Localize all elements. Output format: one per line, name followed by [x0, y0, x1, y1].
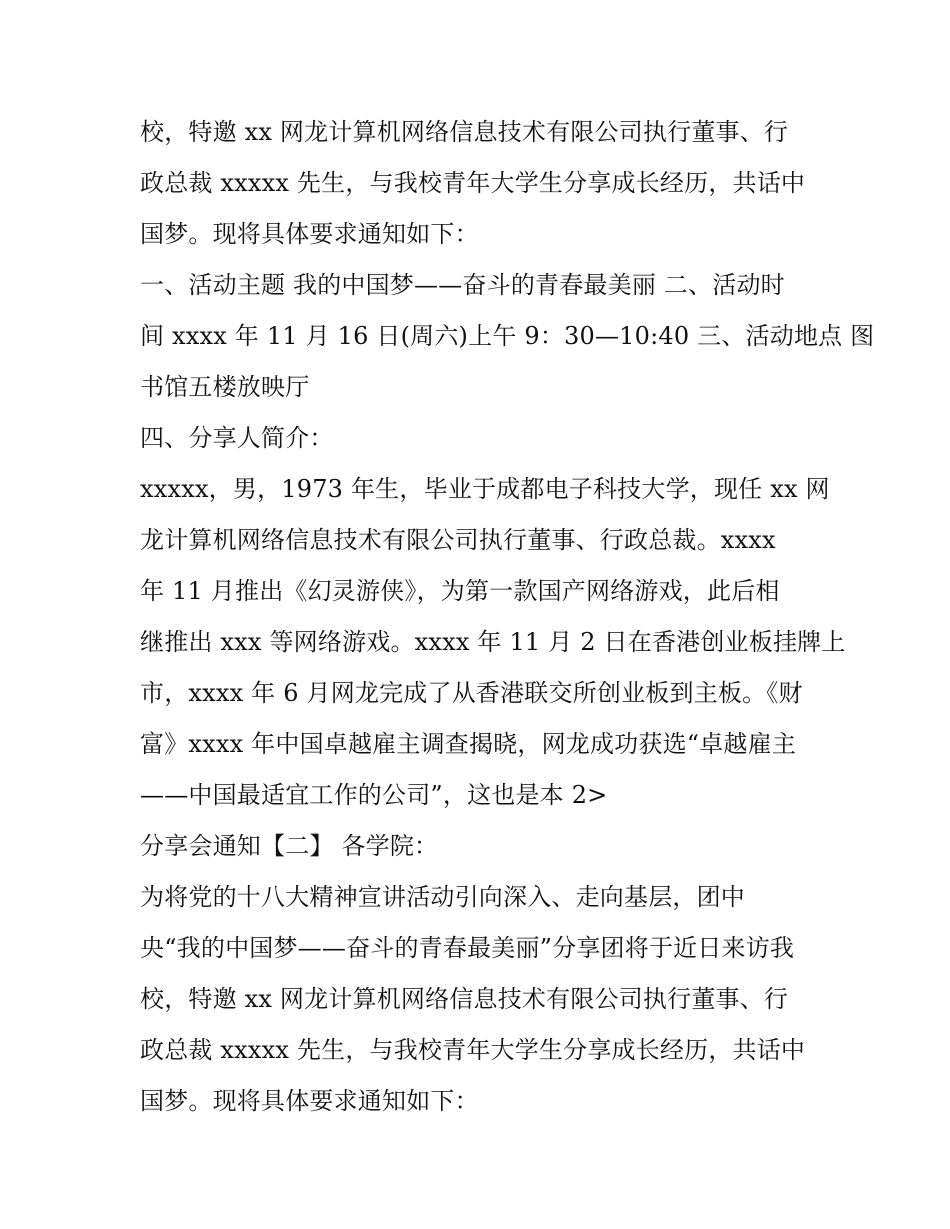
text-line: 国梦。现将具体要求通知如下： — [140, 220, 479, 248]
text-line: ——中国最适宜工作的公司”，这也是本 2> — [140, 781, 608, 809]
text-line: 书馆五楼放映厅 — [140, 373, 310, 401]
text-line: 校，特邀 xx 网龙计算机网络信息技术有限公司执行董事、行 — [140, 118, 789, 146]
text-line: 校，特邀 xx 网龙计算机网络信息技术有限公司执行董事、行 — [140, 985, 789, 1013]
document-body — [140, 107, 875, 1127]
text-line: 龙计算机网络信息技术有限公司执行董事、行政总裁。xxxx — [140, 526, 776, 554]
section-heading: 四、分享人简介： — [140, 424, 334, 452]
text-line: 央“我的中国梦——奋斗的青春最美丽”分享团将于近日来访我 — [140, 934, 795, 962]
text-line: 政总裁 xxxxx 先生，与我校青年大学生分享成长经历，共话中 — [140, 1036, 806, 1064]
notice-heading: 分享会通知【二】 各学院： — [140, 832, 439, 860]
text-line: 间 xxxx 年 11 月 16 日(周六)上午 9：30—10:40 三、活动地点 图 — [140, 322, 875, 350]
text-line: 年 11 月推出《幻灵游侠》，为第一款国产网络游戏，此后相 — [140, 577, 780, 605]
text-line: 政总裁 xxxxx 先生，与我校青年大学生分享成长经历，共话中 — [140, 169, 806, 197]
text-line: 市，xxxx 年 6 月网龙完成了从香港联交所创业板到主板。《财 — [140, 679, 803, 707]
text-line: 一、活动主题 我的中国梦——奋斗的青春最美丽 二、活动时 — [140, 271, 785, 299]
text-line: 为将党的十八大精神宣讲活动引向深入、走向基层，团中 — [140, 883, 745, 911]
text-line: 富》xxxx 年中国卓越雇主调查揭晓，网龙成功获选“卓越雇主 — [140, 730, 797, 758]
text-line: 继推出 xxx 等网络游戏。xxxx 年 11 月 2 日在香港创业板挂牌上 — [140, 628, 846, 656]
text-line: 国梦。现将具体要求通知如下： — [140, 1087, 479, 1115]
text-line: xxxxx，男，1973 年生，毕业于成都电子科技大学，现任 xx 网 — [140, 475, 830, 503]
